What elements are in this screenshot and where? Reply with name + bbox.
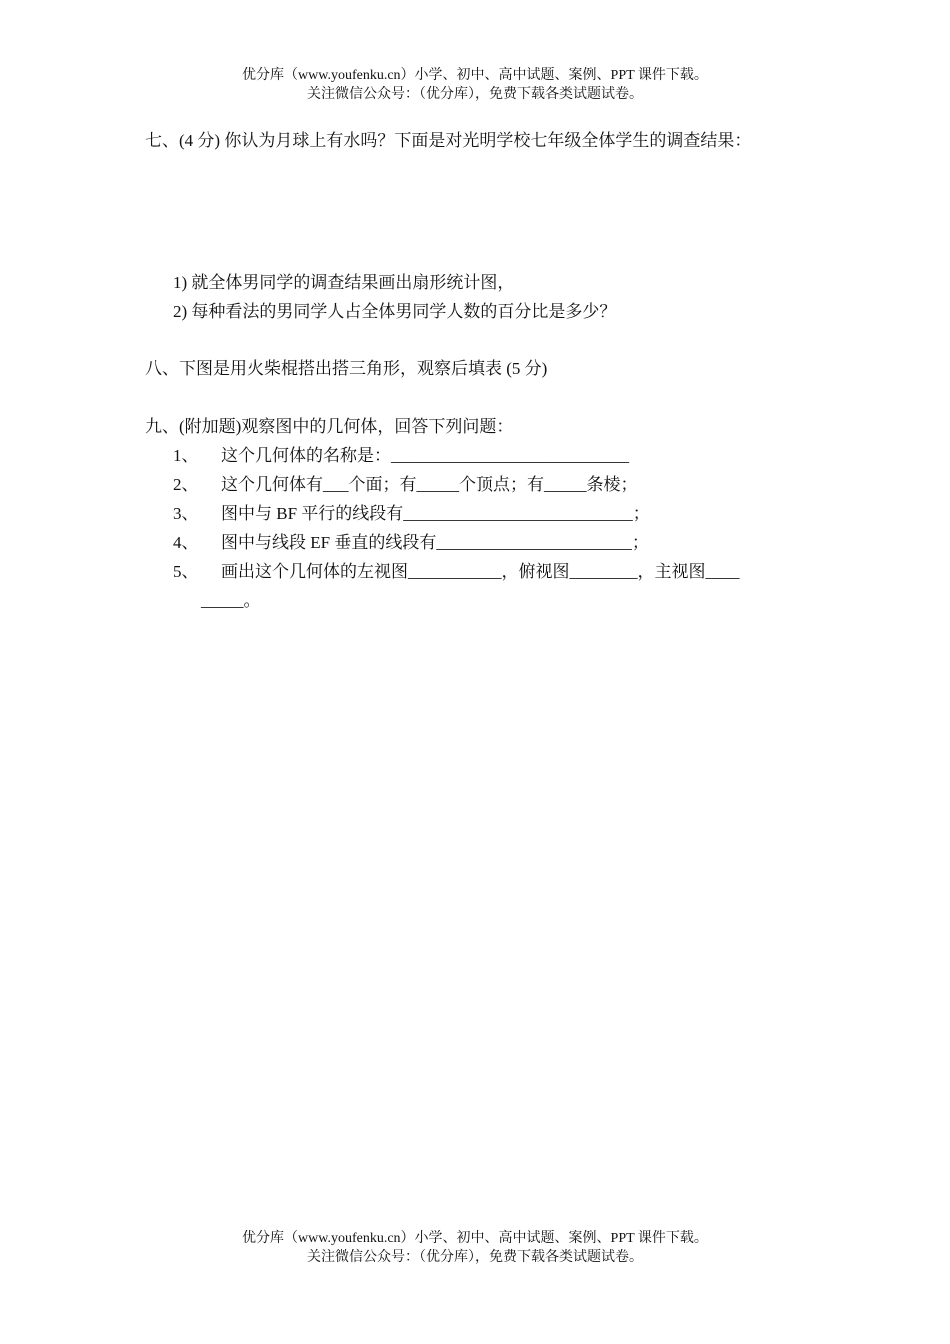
header-line-2: 关注微信公众号：（优分库），免费下载各类试题试卷。 <box>307 87 643 102</box>
item-text: 这个几何体有___个面；有_____个顶点；有_____条棱； <box>221 475 638 494</box>
footer-line-2: 关注微信公众号：（优分库），免费下载各类试题试卷。 <box>307 1250 643 1265</box>
question-9 <box>145 412 805 610</box>
item-text: 图中与线段 EF 垂直的线段有_______________________； <box>221 533 649 552</box>
page-footer <box>0 1229 950 1267</box>
footer-line-1: 优分库（www.youfenku.cn）小学、初中、高中试题、案例、PPT 课件下载。 <box>242 1231 708 1246</box>
question-7 <box>145 126 805 155</box>
question-9-items <box>173 441 813 615</box>
page-header <box>0 66 950 104</box>
item-number: 5、 <box>173 562 199 581</box>
item-text: 画出这个几何体的左视图___________，俯视图________，主视图____ <box>221 562 740 581</box>
question-9-item-1 <box>173 441 813 470</box>
question-9-item-3 <box>173 499 813 528</box>
question-9-item-4 <box>173 528 813 557</box>
question-7-sub-2: 2) 每种看法的男同学人占全体男同学人数的百分比是多少？ <box>173 302 617 321</box>
question-9-item-2 <box>173 470 813 499</box>
header-line-1: 优分库（www.youfenku.cn）小学、初中、高中试题、案例、PPT 课件下载。 <box>242 68 708 83</box>
question-8-title: 八、下图是用火柴棍搭出搭三角形，观察后填表 (5 分) <box>145 359 548 378</box>
item-number: 2、 <box>173 475 199 494</box>
item-number: 1、 <box>173 446 199 465</box>
item-text: 这个几何体的名称是：____________________________ <box>221 446 629 465</box>
question-7-title: 七、(4 分) 你认为月球上有水吗？下面是对光明学校七年级全体学生的调查结果： <box>145 131 752 150</box>
question-9-item-5 <box>173 557 813 586</box>
question-9-item-5-continuation: _____。 <box>201 591 261 610</box>
item-text: 图中与 BF 平行的线段有___________________________； <box>221 504 650 523</box>
item-number: 3、 <box>173 504 199 523</box>
question-7-subquestions <box>173 268 803 326</box>
item-number: 4、 <box>173 533 199 552</box>
question-9-title: 九、(附加题)观察图中的几何体，回答下列问题： <box>145 417 514 436</box>
question-8 <box>145 354 805 383</box>
question-7-sub-1: 1) 就全体男同学的调查结果画出扇形统计图， <box>173 273 515 292</box>
